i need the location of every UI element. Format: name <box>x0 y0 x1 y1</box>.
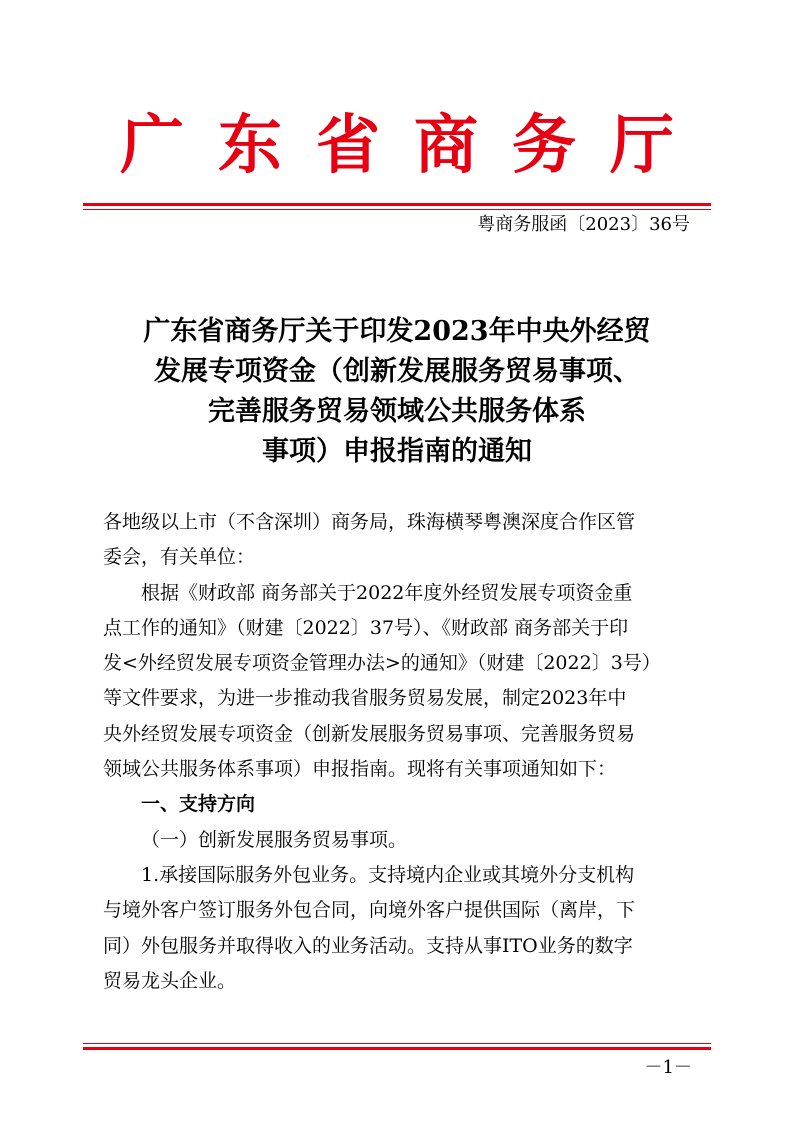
body-line: 央外经贸发展专项资金（创新发展服务贸易事项、完善服务贸易 <box>103 722 636 745</box>
body-line: 根据《财政部 商务部关于2022年度外经贸发展专项资金重 <box>141 581 633 604</box>
body-line: 发<外经贸发展专项资金管理办法>的通知》（财建〔2022〕3号） <box>103 652 661 675</box>
header-rule-thick <box>83 203 711 206</box>
title-line: 完善服务贸易领域公共服务体系 <box>208 396 586 427</box>
body-line: 领域公共服务体系事项）申报指南。现将有关事项通知如下： <box>103 758 617 781</box>
title-line: 广东省商务厅关于印发2023年中央外经贸 <box>143 316 651 347</box>
header-rule-thin <box>83 209 711 210</box>
body-line: 同）外包服务并取得收入的业务活动。支持从事ITO业务的数字 <box>103 934 633 957</box>
footer-rule-thick <box>83 1047 711 1050</box>
agency-letterhead: 广东省商务厅 <box>120 108 708 183</box>
page-number: －1－ <box>644 1057 692 1078</box>
section-heading: 一、支持方向 <box>141 793 256 816</box>
document-body <box>103 505 703 999</box>
title-line: 发展专项资金（创新发展服务贸易事项、 <box>154 356 640 387</box>
title-line: 事项）申报指南的通知 <box>262 436 532 467</box>
salutation-line: 委会，有关单位： <box>103 546 256 569</box>
document-number: 粤商务服函〔2023〕36号 <box>477 214 690 235</box>
body-line: 点工作的通知》（财建〔2022〕37号）、《财政部 商务部关于印 <box>103 616 629 639</box>
body-line: 贸易龙头企业。 <box>103 969 237 992</box>
body-line: 与境外客户签订服务外包合同，向境外客户提供国际（离岸，下 <box>103 899 636 922</box>
document-title <box>0 312 794 472</box>
salutation-line: 各地级以上市（不含深圳）商务局，珠海横琴粤澳深度合作区管 <box>103 511 636 533</box>
footer-rule-thin <box>83 1043 711 1044</box>
subsection-heading: （一）创新发展服务贸易事项。 <box>141 828 408 851</box>
body-line: 1.承接国际服务外包业务。支持境内企业或其境外分支机构 <box>141 863 635 886</box>
body-line: 等文件要求，为进一步推动我省服务贸易发展，制定2023年中 <box>103 687 627 710</box>
